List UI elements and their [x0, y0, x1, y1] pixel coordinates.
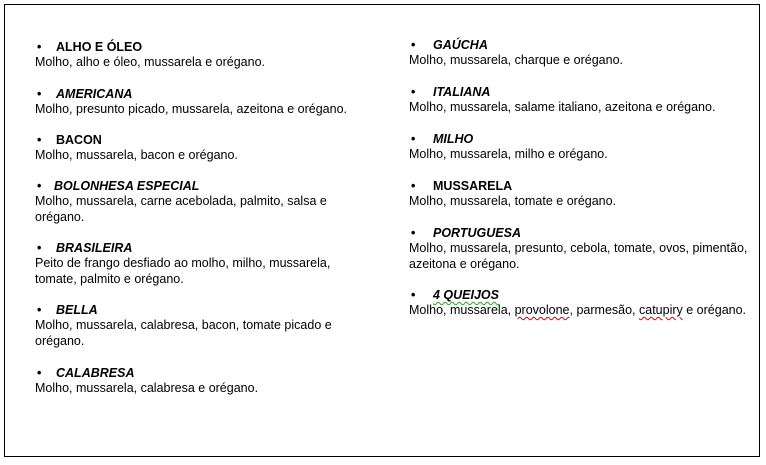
bullet: • — [411, 132, 416, 146]
menu-item — [35, 133, 375, 164]
pizza-name: BACON — [56, 133, 102, 147]
menu-item — [409, 288, 749, 319]
pizza-description: Molho, presunto picado, mussarela, azeitona e orégano. — [35, 102, 347, 116]
menu-item — [35, 303, 375, 349]
menu-item — [35, 40, 375, 71]
pizza-name: AMERICANA — [56, 87, 133, 101]
pizza-description: Molho, mussarela, presunto, cebola, tomate, ovos, pimentão, azeitona e orégano. — [409, 241, 748, 271]
pizza-description: Molho, mussarela, bacon e orégano. — [35, 148, 238, 162]
pizza-description: Peito de frango desfiado ao molho, milho, mussarela, tomate, palmito e orégano. — [35, 256, 331, 286]
menu-item — [409, 179, 749, 210]
menu-item — [409, 132, 749, 163]
bullet: • — [37, 133, 42, 147]
menu-item-title — [409, 38, 749, 53]
menu-item-title — [35, 241, 375, 256]
pizza-description: Molho, mussarela, carne acebolada, palmito, salsa e orégano. — [35, 194, 327, 224]
menu-item-title — [35, 40, 375, 55]
pizza-name: CALABRESA — [56, 366, 135, 380]
pizza-description: Molho, mussarela, charque e orégano. — [409, 53, 624, 67]
menu-item-title — [409, 288, 749, 303]
menu-item-title — [409, 132, 749, 147]
pizza-name: BRASILEIRA — [56, 241, 133, 255]
bullet: • — [411, 288, 416, 302]
pizza-description: Molho, mussarela, calabresa, bacon, tomate picado e orégano. — [35, 318, 332, 348]
menu-item — [35, 179, 375, 225]
bullet: • — [411, 226, 416, 240]
menu-item — [409, 38, 749, 69]
bullet: • — [37, 87, 42, 101]
pizza-description: Molho, mussarela, tomate e orégano. — [409, 194, 617, 208]
pizza-name: BELLA — [56, 303, 98, 317]
menu-item-title — [409, 179, 749, 194]
menu-item — [409, 85, 749, 116]
pizza-name: PORTUGUESA — [433, 226, 521, 240]
menu-item-title — [409, 226, 749, 241]
spellcheck-word: catupiry — [639, 303, 683, 317]
pizza-name: GAÚCHA — [433, 38, 488, 52]
bullet: • — [37, 179, 42, 193]
bullet: • — [37, 40, 42, 54]
menu-item — [35, 87, 375, 118]
pizza-name: BOLONHESA ESPECIAL — [54, 179, 200, 193]
bullet: • — [37, 303, 42, 317]
bullet: • — [37, 241, 42, 255]
pizza-name: 4 QUEIJOS — [433, 288, 499, 302]
menu-item-title — [35, 87, 375, 102]
menu-item-title — [35, 366, 375, 381]
pizza-description: Molho, mussarela, salame italiano, azeitona e orégano. — [409, 100, 716, 114]
menu-item — [35, 241, 375, 287]
menu-item-title — [35, 179, 375, 194]
pizza-description: Molho, alho e óleo, mussarela e orégano. — [35, 55, 266, 69]
menu-item-title — [409, 85, 749, 100]
menu-item-title — [35, 303, 375, 318]
bullet: • — [411, 85, 416, 99]
bullet: • — [411, 179, 416, 193]
menu-item — [409, 226, 749, 272]
bullet: • — [411, 38, 416, 52]
pizza-description: Molho, mussarela, milho e orégano. — [409, 147, 608, 161]
pizza-description: Molho, mussarela, provolone, parmesão, catupiry e orégano. — [409, 303, 747, 317]
pizza-description: Molho, mussarela, calabresa e orégano. — [35, 381, 259, 395]
pizza-name: ALHO E ÓLEO — [56, 40, 143, 54]
menu-item-title — [35, 133, 375, 148]
spellcheck-word: provolone — [514, 303, 570, 317]
bullet: • — [37, 366, 42, 380]
pizza-name: MILHO — [433, 132, 474, 146]
menu-item — [35, 366, 375, 397]
pizza-name: ITALIANA — [433, 85, 491, 99]
pizza-name: MUSSARELA — [433, 179, 513, 193]
